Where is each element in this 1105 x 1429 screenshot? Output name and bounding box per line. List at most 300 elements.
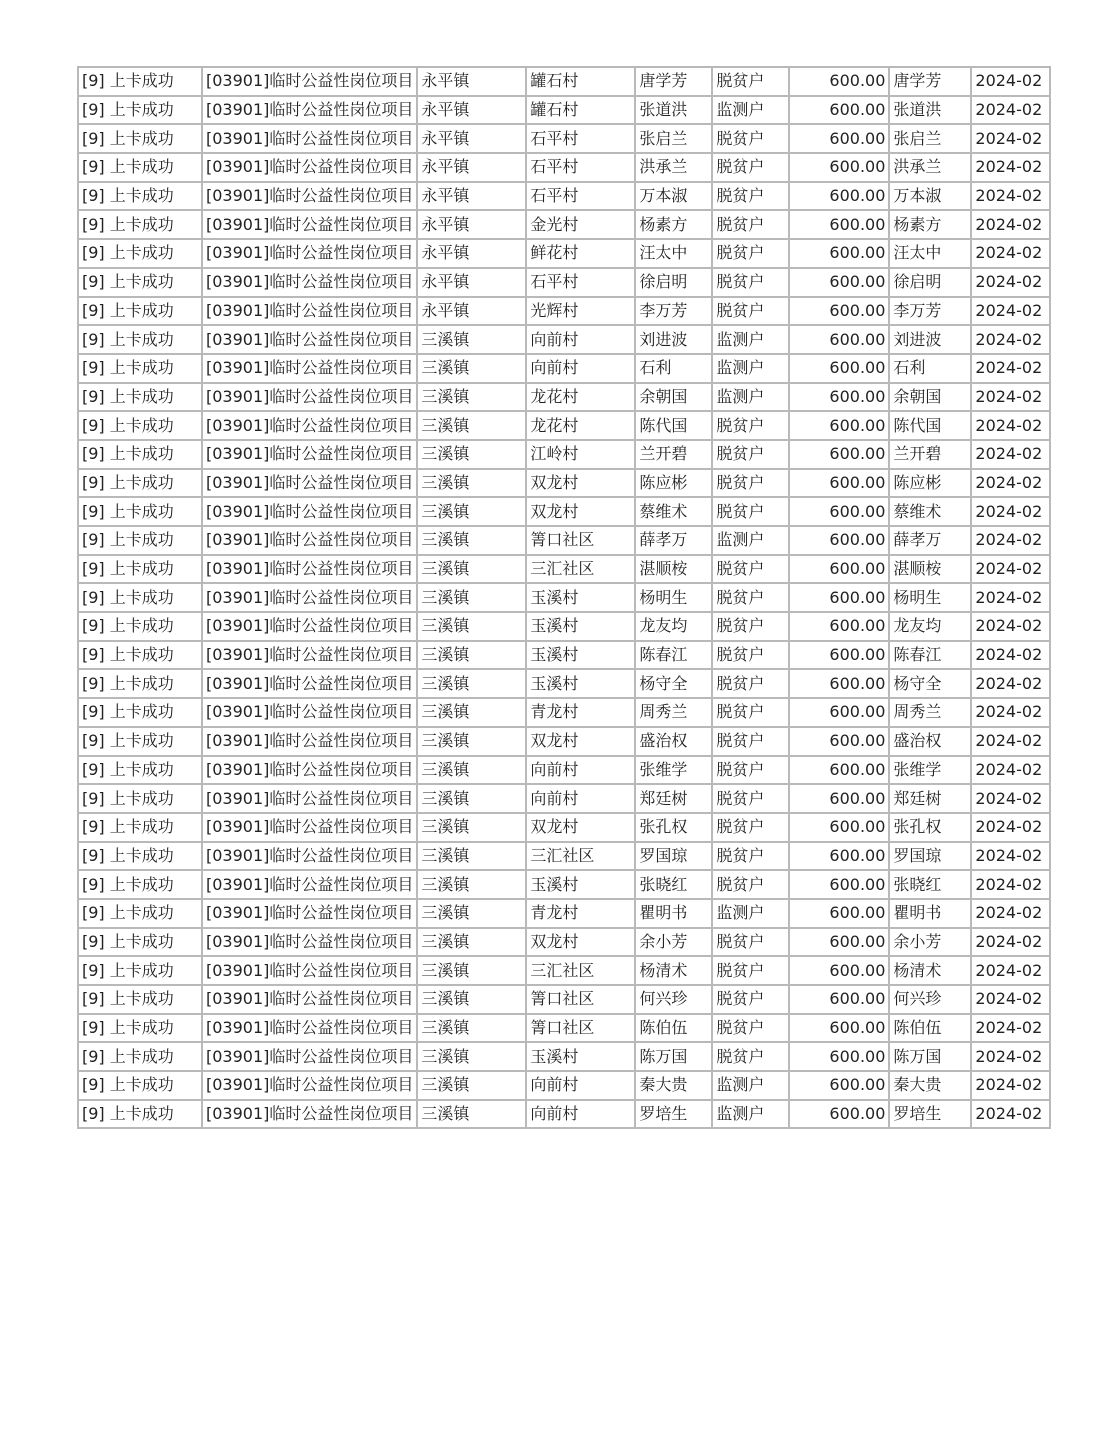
table-row (78, 124, 1050, 153)
cell-project: [03901]临时公益性岗位项目 (202, 870, 417, 899)
table-row (78, 469, 1050, 498)
cell-project: [03901]临时公益性岗位项目 (202, 985, 417, 1014)
table-row (78, 899, 1050, 928)
cell-village: 箐口社区 (526, 985, 635, 1014)
table-row (78, 325, 1050, 354)
cell-amount: 600.00 (789, 469, 889, 498)
cell-project: [03901]临时公益性岗位项目 (202, 325, 417, 354)
cell-period: 2024-02 (971, 440, 1050, 469)
cell-type: 脱贫户 (712, 641, 789, 670)
cell-type: 脱贫户 (712, 756, 789, 785)
cell-payee: 蔡维术 (889, 497, 971, 526)
cell-payee: 杨守全 (889, 669, 971, 698)
cell-status: [9] 上卡成功 (78, 153, 202, 182)
cell-village: 江岭村 (526, 440, 635, 469)
cell-village: 向前村 (526, 1100, 635, 1129)
cell-type: 脱贫户 (712, 153, 789, 182)
cell-town: 三溪镇 (417, 555, 526, 584)
cell-project: [03901]临时公益性岗位项目 (202, 583, 417, 612)
cell-status: [9] 上卡成功 (78, 383, 202, 412)
table-row (78, 756, 1050, 785)
cell-project: [03901]临时公益性岗位项目 (202, 67, 417, 96)
cell-village: 鲜花村 (526, 239, 635, 268)
cell-amount: 600.00 (789, 210, 889, 239)
cell-project: [03901]临时公益性岗位项目 (202, 612, 417, 641)
cell-village: 玉溪村 (526, 612, 635, 641)
cell-type: 监测户 (712, 526, 789, 555)
cell-type: 脱贫户 (712, 124, 789, 153)
cell-town: 三溪镇 (417, 325, 526, 354)
cell-name: 余朝国 (635, 383, 712, 412)
cell-amount: 600.00 (789, 842, 889, 871)
cell-status: [9] 上卡成功 (78, 67, 202, 96)
cell-type: 监测户 (712, 1071, 789, 1100)
cell-type: 脱贫户 (712, 928, 789, 957)
cell-amount: 600.00 (789, 1014, 889, 1043)
table-row (78, 210, 1050, 239)
cell-amount: 600.00 (789, 440, 889, 469)
cell-status: [9] 上卡成功 (78, 555, 202, 584)
cell-name: 陈春江 (635, 641, 712, 670)
cell-status: [9] 上卡成功 (78, 354, 202, 383)
cell-village: 玉溪村 (526, 669, 635, 698)
cell-village: 向前村 (526, 1071, 635, 1100)
cell-payee: 汪太中 (889, 239, 971, 268)
cell-project: [03901]临时公益性岗位项目 (202, 1042, 417, 1071)
cell-project: [03901]临时公益性岗位项目 (202, 641, 417, 670)
cell-village: 龙花村 (526, 383, 635, 412)
cell-amount: 600.00 (789, 411, 889, 440)
table-row (78, 612, 1050, 641)
table-row (78, 727, 1050, 756)
cell-town: 三溪镇 (417, 440, 526, 469)
cell-town: 三溪镇 (417, 497, 526, 526)
cell-type: 脱贫户 (712, 182, 789, 211)
cell-village: 金光村 (526, 210, 635, 239)
cell-town: 永平镇 (417, 67, 526, 96)
cell-type: 脱贫户 (712, 411, 789, 440)
cell-payee: 罗培生 (889, 1100, 971, 1129)
cell-type: 脱贫户 (712, 727, 789, 756)
cell-project: [03901]临时公益性岗位项目 (202, 96, 417, 125)
cell-type: 脱贫户 (712, 612, 789, 641)
cell-status: [9] 上卡成功 (78, 928, 202, 957)
cell-village: 向前村 (526, 784, 635, 813)
cell-period: 2024-02 (971, 583, 1050, 612)
cell-name: 周秀兰 (635, 698, 712, 727)
cell-village: 箐口社区 (526, 526, 635, 555)
cell-status: [9] 上卡成功 (78, 870, 202, 899)
cell-name: 何兴珍 (635, 985, 712, 1014)
cell-type: 脱贫户 (712, 297, 789, 326)
cell-payee: 罗国琼 (889, 842, 971, 871)
cell-project: [03901]临时公益性岗位项目 (202, 182, 417, 211)
cell-status: [9] 上卡成功 (78, 669, 202, 698)
cell-period: 2024-02 (971, 842, 1050, 871)
cell-period: 2024-02 (971, 210, 1050, 239)
cell-payee: 唐学芳 (889, 67, 971, 96)
cell-type: 脱贫户 (712, 67, 789, 96)
table-row (78, 583, 1050, 612)
cell-type: 脱贫户 (712, 497, 789, 526)
cell-period: 2024-02 (971, 469, 1050, 498)
cell-amount: 600.00 (789, 583, 889, 612)
cell-name: 张道洪 (635, 96, 712, 125)
cell-name: 龙友均 (635, 612, 712, 641)
cell-payee: 杨明生 (889, 583, 971, 612)
cell-name: 陈代国 (635, 411, 712, 440)
cell-village: 青龙村 (526, 899, 635, 928)
cell-name: 蔡维术 (635, 497, 712, 526)
cell-amount: 600.00 (789, 239, 889, 268)
cell-town: 三溪镇 (417, 956, 526, 985)
cell-period: 2024-02 (971, 698, 1050, 727)
cell-amount: 600.00 (789, 96, 889, 125)
cell-period: 2024-02 (971, 612, 1050, 641)
cell-status: [9] 上卡成功 (78, 612, 202, 641)
cell-village: 石平村 (526, 182, 635, 211)
table-row (78, 497, 1050, 526)
cell-amount: 600.00 (789, 956, 889, 985)
cell-period: 2024-02 (971, 1042, 1050, 1071)
cell-type: 脱贫户 (712, 583, 789, 612)
cell-type: 脱贫户 (712, 210, 789, 239)
cell-period: 2024-02 (971, 383, 1050, 412)
cell-name: 张孔权 (635, 813, 712, 842)
cell-type: 监测户 (712, 899, 789, 928)
cell-payee: 瞿明书 (889, 899, 971, 928)
cell-period: 2024-02 (971, 813, 1050, 842)
table-row (78, 669, 1050, 698)
cell-project: [03901]临时公益性岗位项目 (202, 411, 417, 440)
cell-type: 监测户 (712, 325, 789, 354)
cell-type: 脱贫户 (712, 1042, 789, 1071)
cell-status: [9] 上卡成功 (78, 727, 202, 756)
cell-period: 2024-02 (971, 526, 1050, 555)
cell-village: 玉溪村 (526, 583, 635, 612)
cell-name: 薛孝万 (635, 526, 712, 555)
cell-project: [03901]临时公益性岗位项目 (202, 1100, 417, 1129)
table-row (78, 928, 1050, 957)
cell-village: 向前村 (526, 325, 635, 354)
cell-project: [03901]临时公益性岗位项目 (202, 813, 417, 842)
cell-town: 三溪镇 (417, 1014, 526, 1043)
cell-status: [9] 上卡成功 (78, 985, 202, 1014)
cell-project: [03901]临时公益性岗位项目 (202, 153, 417, 182)
cell-payee: 杨素方 (889, 210, 971, 239)
cell-type: 脱贫户 (712, 870, 789, 899)
cell-amount: 600.00 (789, 784, 889, 813)
cell-status: [9] 上卡成功 (78, 210, 202, 239)
table-row (78, 1042, 1050, 1071)
cell-payee: 李万芳 (889, 297, 971, 326)
cell-name: 秦大贵 (635, 1071, 712, 1100)
cell-name: 洪承兰 (635, 153, 712, 182)
cell-status: [9] 上卡成功 (78, 239, 202, 268)
cell-status: [9] 上卡成功 (78, 124, 202, 153)
cell-period: 2024-02 (971, 354, 1050, 383)
cell-town: 永平镇 (417, 210, 526, 239)
cell-project: [03901]临时公益性岗位项目 (202, 698, 417, 727)
cell-period: 2024-02 (971, 756, 1050, 785)
cell-period: 2024-02 (971, 870, 1050, 899)
cell-town: 三溪镇 (417, 870, 526, 899)
table-row (78, 67, 1050, 96)
cell-town: 三溪镇 (417, 526, 526, 555)
table-row (78, 96, 1050, 125)
cell-payee: 余朝国 (889, 383, 971, 412)
cell-payee: 张启兰 (889, 124, 971, 153)
table-row (78, 641, 1050, 670)
cell-payee: 刘进波 (889, 325, 971, 354)
cell-town: 三溪镇 (417, 928, 526, 957)
cell-period: 2024-02 (971, 297, 1050, 326)
cell-amount: 600.00 (789, 268, 889, 297)
cell-town: 三溪镇 (417, 354, 526, 383)
cell-town: 三溪镇 (417, 612, 526, 641)
cell-village: 石平村 (526, 268, 635, 297)
cell-project: [03901]临时公益性岗位项目 (202, 210, 417, 239)
cell-name: 汪太中 (635, 239, 712, 268)
cell-town: 三溪镇 (417, 583, 526, 612)
cell-status: [9] 上卡成功 (78, 899, 202, 928)
cell-period: 2024-02 (971, 899, 1050, 928)
cell-town: 三溪镇 (417, 813, 526, 842)
cell-type: 脱贫户 (712, 956, 789, 985)
cell-period: 2024-02 (971, 1071, 1050, 1100)
cell-period: 2024-02 (971, 985, 1050, 1014)
cell-period: 2024-02 (971, 669, 1050, 698)
cell-village: 双龙村 (526, 928, 635, 957)
cell-amount: 600.00 (789, 698, 889, 727)
table-row (78, 956, 1050, 985)
cell-period: 2024-02 (971, 497, 1050, 526)
cell-town: 三溪镇 (417, 698, 526, 727)
table-row (78, 239, 1050, 268)
cell-project: [03901]临时公益性岗位项目 (202, 784, 417, 813)
cell-type: 监测户 (712, 1100, 789, 1129)
cell-village: 箐口社区 (526, 1014, 635, 1043)
table-row (78, 182, 1050, 211)
cell-name: 张晓红 (635, 870, 712, 899)
cell-town: 三溪镇 (417, 641, 526, 670)
cell-project: [03901]临时公益性岗位项目 (202, 297, 417, 326)
table-row (78, 784, 1050, 813)
cell-village: 三汇社区 (526, 956, 635, 985)
cell-type: 脱贫户 (712, 698, 789, 727)
cell-payee: 陈伯伍 (889, 1014, 971, 1043)
cell-town: 永平镇 (417, 96, 526, 125)
cell-town: 三溪镇 (417, 1042, 526, 1071)
cell-project: [03901]临时公益性岗位项目 (202, 440, 417, 469)
cell-town: 三溪镇 (417, 727, 526, 756)
table-row (78, 842, 1050, 871)
cell-amount: 600.00 (789, 124, 889, 153)
cell-project: [03901]临时公益性岗位项目 (202, 928, 417, 957)
cell-town: 三溪镇 (417, 383, 526, 412)
cell-status: [9] 上卡成功 (78, 297, 202, 326)
cell-village: 罐石村 (526, 96, 635, 125)
cell-town: 三溪镇 (417, 899, 526, 928)
cell-type: 脱贫户 (712, 555, 789, 584)
cell-payee: 张维学 (889, 756, 971, 785)
cell-status: [9] 上卡成功 (78, 1042, 202, 1071)
table-row (78, 813, 1050, 842)
cell-town: 永平镇 (417, 297, 526, 326)
cell-amount: 600.00 (789, 555, 889, 584)
cell-type: 脱贫户 (712, 985, 789, 1014)
cell-amount: 600.00 (789, 669, 889, 698)
cell-town: 三溪镇 (417, 469, 526, 498)
cell-name: 瞿明书 (635, 899, 712, 928)
cell-payee: 湛顺桉 (889, 555, 971, 584)
cell-project: [03901]临时公益性岗位项目 (202, 1071, 417, 1100)
table-row (78, 870, 1050, 899)
cell-amount: 600.00 (789, 1071, 889, 1100)
cell-amount: 600.00 (789, 325, 889, 354)
table-row (78, 555, 1050, 584)
cell-amount: 600.00 (789, 383, 889, 412)
cell-type: 脱贫户 (712, 669, 789, 698)
cell-status: [9] 上卡成功 (78, 641, 202, 670)
cell-type: 脱贫户 (712, 239, 789, 268)
table-row (78, 153, 1050, 182)
cell-name: 郑廷树 (635, 784, 712, 813)
cell-village: 三汇社区 (526, 555, 635, 584)
cell-village: 向前村 (526, 354, 635, 383)
cell-name: 张启兰 (635, 124, 712, 153)
cell-amount: 600.00 (789, 899, 889, 928)
table-row (78, 383, 1050, 412)
cell-status: [9] 上卡成功 (78, 1014, 202, 1043)
cell-payee: 陈万国 (889, 1042, 971, 1071)
cell-amount: 600.00 (789, 928, 889, 957)
cell-status: [9] 上卡成功 (78, 268, 202, 297)
cell-amount: 600.00 (789, 182, 889, 211)
cell-name: 杨明生 (635, 583, 712, 612)
cell-status: [9] 上卡成功 (78, 96, 202, 125)
cell-status: [9] 上卡成功 (78, 756, 202, 785)
cell-status: [9] 上卡成功 (78, 1100, 202, 1129)
cell-status: [9] 上卡成功 (78, 1071, 202, 1100)
cell-status: [9] 上卡成功 (78, 526, 202, 555)
cell-name: 余小芳 (635, 928, 712, 957)
cell-name: 刘进波 (635, 325, 712, 354)
cell-period: 2024-02 (971, 239, 1050, 268)
cell-period: 2024-02 (971, 124, 1050, 153)
cell-status: [9] 上卡成功 (78, 469, 202, 498)
cell-village: 双龙村 (526, 813, 635, 842)
cell-amount: 600.00 (789, 1042, 889, 1071)
cell-payee: 盛治权 (889, 727, 971, 756)
cell-period: 2024-02 (971, 555, 1050, 584)
cell-status: [9] 上卡成功 (78, 325, 202, 354)
cell-period: 2024-02 (971, 411, 1050, 440)
cell-project: [03901]临时公益性岗位项目 (202, 727, 417, 756)
table-row (78, 1100, 1050, 1129)
cell-payee: 郑廷树 (889, 784, 971, 813)
cell-town: 永平镇 (417, 124, 526, 153)
cell-type: 监测户 (712, 383, 789, 412)
records-table-body (78, 67, 1050, 1128)
table-row (78, 985, 1050, 1014)
cell-period: 2024-02 (971, 96, 1050, 125)
cell-payee: 万本淑 (889, 182, 971, 211)
cell-village: 玉溪村 (526, 870, 635, 899)
cell-project: [03901]临时公益性岗位项目 (202, 899, 417, 928)
cell-payee: 陈春江 (889, 641, 971, 670)
cell-type: 脱贫户 (712, 1014, 789, 1043)
cell-amount: 600.00 (789, 612, 889, 641)
cell-payee: 张晓红 (889, 870, 971, 899)
cell-name: 李万芳 (635, 297, 712, 326)
cell-project: [03901]临时公益性岗位项目 (202, 124, 417, 153)
cell-name: 唐学芳 (635, 67, 712, 96)
cell-amount: 600.00 (789, 354, 889, 383)
cell-status: [9] 上卡成功 (78, 784, 202, 813)
table-row (78, 268, 1050, 297)
cell-village: 双龙村 (526, 727, 635, 756)
cell-name: 徐启明 (635, 268, 712, 297)
cell-status: [9] 上卡成功 (78, 698, 202, 727)
cell-amount: 600.00 (789, 297, 889, 326)
cell-name: 湛顺桉 (635, 555, 712, 584)
cell-amount: 600.00 (789, 497, 889, 526)
cell-name: 兰开碧 (635, 440, 712, 469)
cell-period: 2024-02 (971, 67, 1050, 96)
cell-payee: 何兴珍 (889, 985, 971, 1014)
cell-village: 向前村 (526, 756, 635, 785)
cell-project: [03901]临时公益性岗位项目 (202, 383, 417, 412)
cell-project: [03901]临时公益性岗位项目 (202, 354, 417, 383)
cell-name: 杨清术 (635, 956, 712, 985)
cell-village: 双龙村 (526, 497, 635, 526)
cell-name: 陈万国 (635, 1042, 712, 1071)
cell-period: 2024-02 (971, 928, 1050, 957)
cell-name: 盛治权 (635, 727, 712, 756)
cell-name: 陈应彬 (635, 469, 712, 498)
cell-payee: 徐启明 (889, 268, 971, 297)
cell-amount: 600.00 (789, 641, 889, 670)
cell-name: 万本淑 (635, 182, 712, 211)
cell-status: [9] 上卡成功 (78, 956, 202, 985)
cell-village: 石平村 (526, 124, 635, 153)
cell-town: 永平镇 (417, 239, 526, 268)
cell-name: 石利 (635, 354, 712, 383)
cell-village: 光辉村 (526, 297, 635, 326)
cell-town: 三溪镇 (417, 1100, 526, 1129)
cell-payee: 洪承兰 (889, 153, 971, 182)
cell-period: 2024-02 (971, 268, 1050, 297)
cell-type: 脱贫户 (712, 440, 789, 469)
cell-status: [9] 上卡成功 (78, 813, 202, 842)
table-row (78, 411, 1050, 440)
cell-village: 玉溪村 (526, 1042, 635, 1071)
cell-village: 双龙村 (526, 469, 635, 498)
table-row (78, 297, 1050, 326)
cell-amount: 600.00 (789, 756, 889, 785)
cell-payee: 张孔权 (889, 813, 971, 842)
cell-village: 龙花村 (526, 411, 635, 440)
cell-payee: 兰开碧 (889, 440, 971, 469)
cell-town: 三溪镇 (417, 669, 526, 698)
table-row (78, 698, 1050, 727)
cell-amount: 600.00 (789, 985, 889, 1014)
cell-period: 2024-02 (971, 784, 1050, 813)
cell-name: 陈伯伍 (635, 1014, 712, 1043)
cell-name: 罗培生 (635, 1100, 712, 1129)
cell-village: 青龙村 (526, 698, 635, 727)
